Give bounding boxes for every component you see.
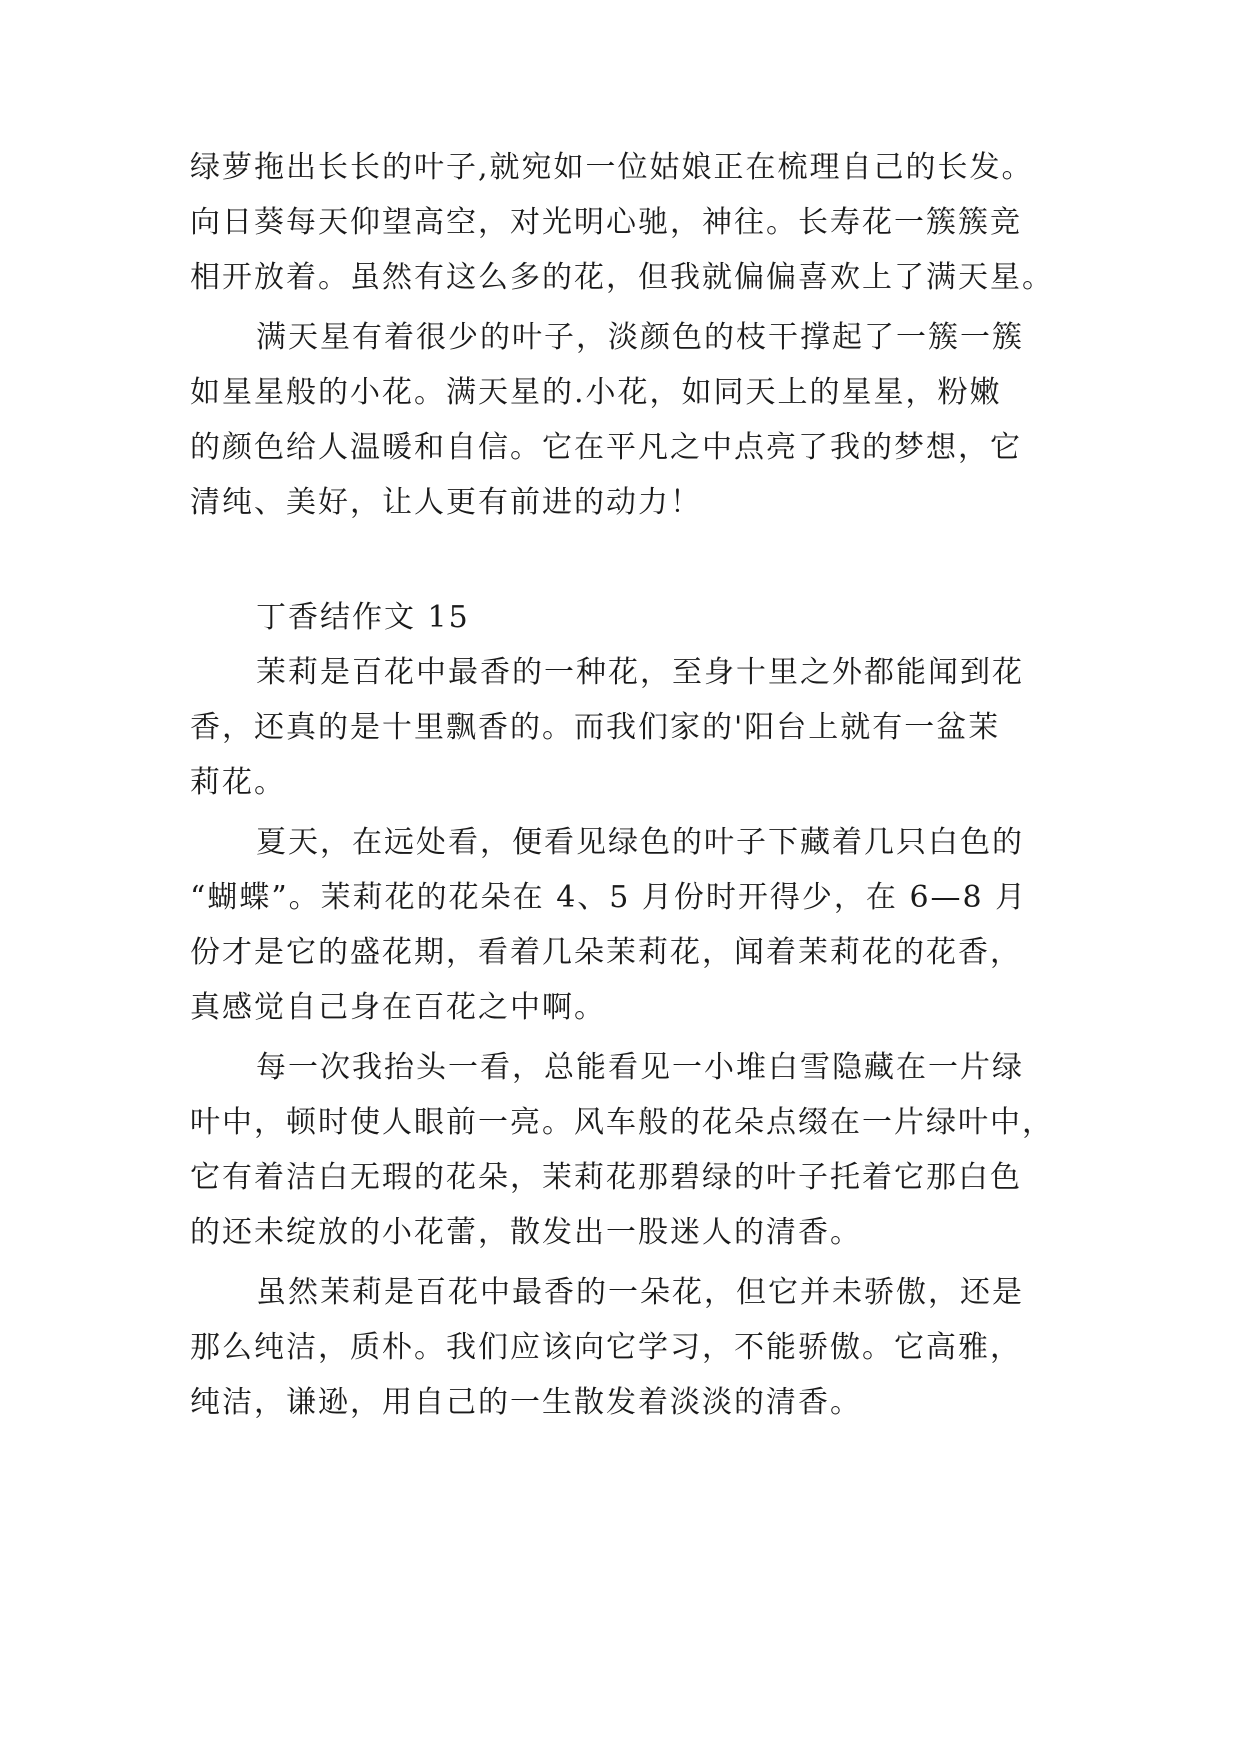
paragraph-first-line: 每一次我抬头一看，总能看见一小堆白雪隐藏在一片绿	[256, 1050, 1024, 1085]
text-line: 的还未绽放的小花蕾，散发出一股迷人的清香。	[190, 1215, 862, 1250]
text-line: 那么纯洁，质朴。我们应该向它学习，不能骄傲。它高雅，	[190, 1330, 1022, 1365]
text-line: 清纯、美好，让人更有前进的动力！	[190, 485, 702, 520]
section-heading: 丁香结作文 15	[256, 600, 470, 635]
text-line: “蝴蝶”。茉莉花的花朵在 4、5 月份时开得少，在 6—8 月	[190, 880, 1028, 915]
text-line: 纯洁，谦逊，用自己的一生散发着淡淡的清香。	[190, 1385, 862, 1420]
text-line: 如星星般的小花。满天星的.小花，如同天上的星星，粉嫩	[190, 375, 1002, 410]
text-line: 莉花。	[190, 765, 286, 800]
text-line: 叶中，顿时使人眼前一亮。风车般的花朵点缀在一片绿叶中，	[190, 1105, 1054, 1140]
paragraph-first-line: 夏天，在远处看，便看见绿色的叶子下藏着几只白色的	[256, 825, 1024, 860]
text-line: 向日葵每天仰望高空，对光明心驰，神往。长寿花一簇簇竞	[190, 205, 1022, 240]
text-line: 香，还真的是十里飘香的。而我们家的'阳台上就有一盆茉	[190, 710, 1001, 745]
paragraph-first-line: 虽然茉莉是百花中最香的一朵花，但它并未骄傲，还是	[256, 1275, 1024, 1310]
text-line: 真感觉自己身在百花之中啊。	[190, 990, 606, 1025]
text-line: 相开放着。虽然有这么多的花，但我就偏偏喜欢上了满天星。	[190, 260, 1054, 295]
text-line: 份才是它的盛花期，看着几朵茉莉花，闻着茉莉花的花香，	[190, 935, 1022, 970]
text-line: 它有着洁白无瑕的花朵，茉莉花那碧绿的叶子托着它那白色	[190, 1160, 1022, 1195]
paragraph-first-line: 满天星有着很少的叶子，淡颜色的枝干撑起了一簇一簇	[256, 320, 1024, 355]
text-line: 的颜色给人温暖和自信。它在平凡之中点亮了我的梦想，它	[190, 430, 1022, 465]
text-line: 绿萝拖出长长的叶子,就宛如一位姑娘正在梳理自己的长发。	[190, 150, 1034, 185]
paragraph-first-line: 茉莉是百花中最香的一种花，至身十里之外都能闻到花	[256, 655, 1024, 690]
